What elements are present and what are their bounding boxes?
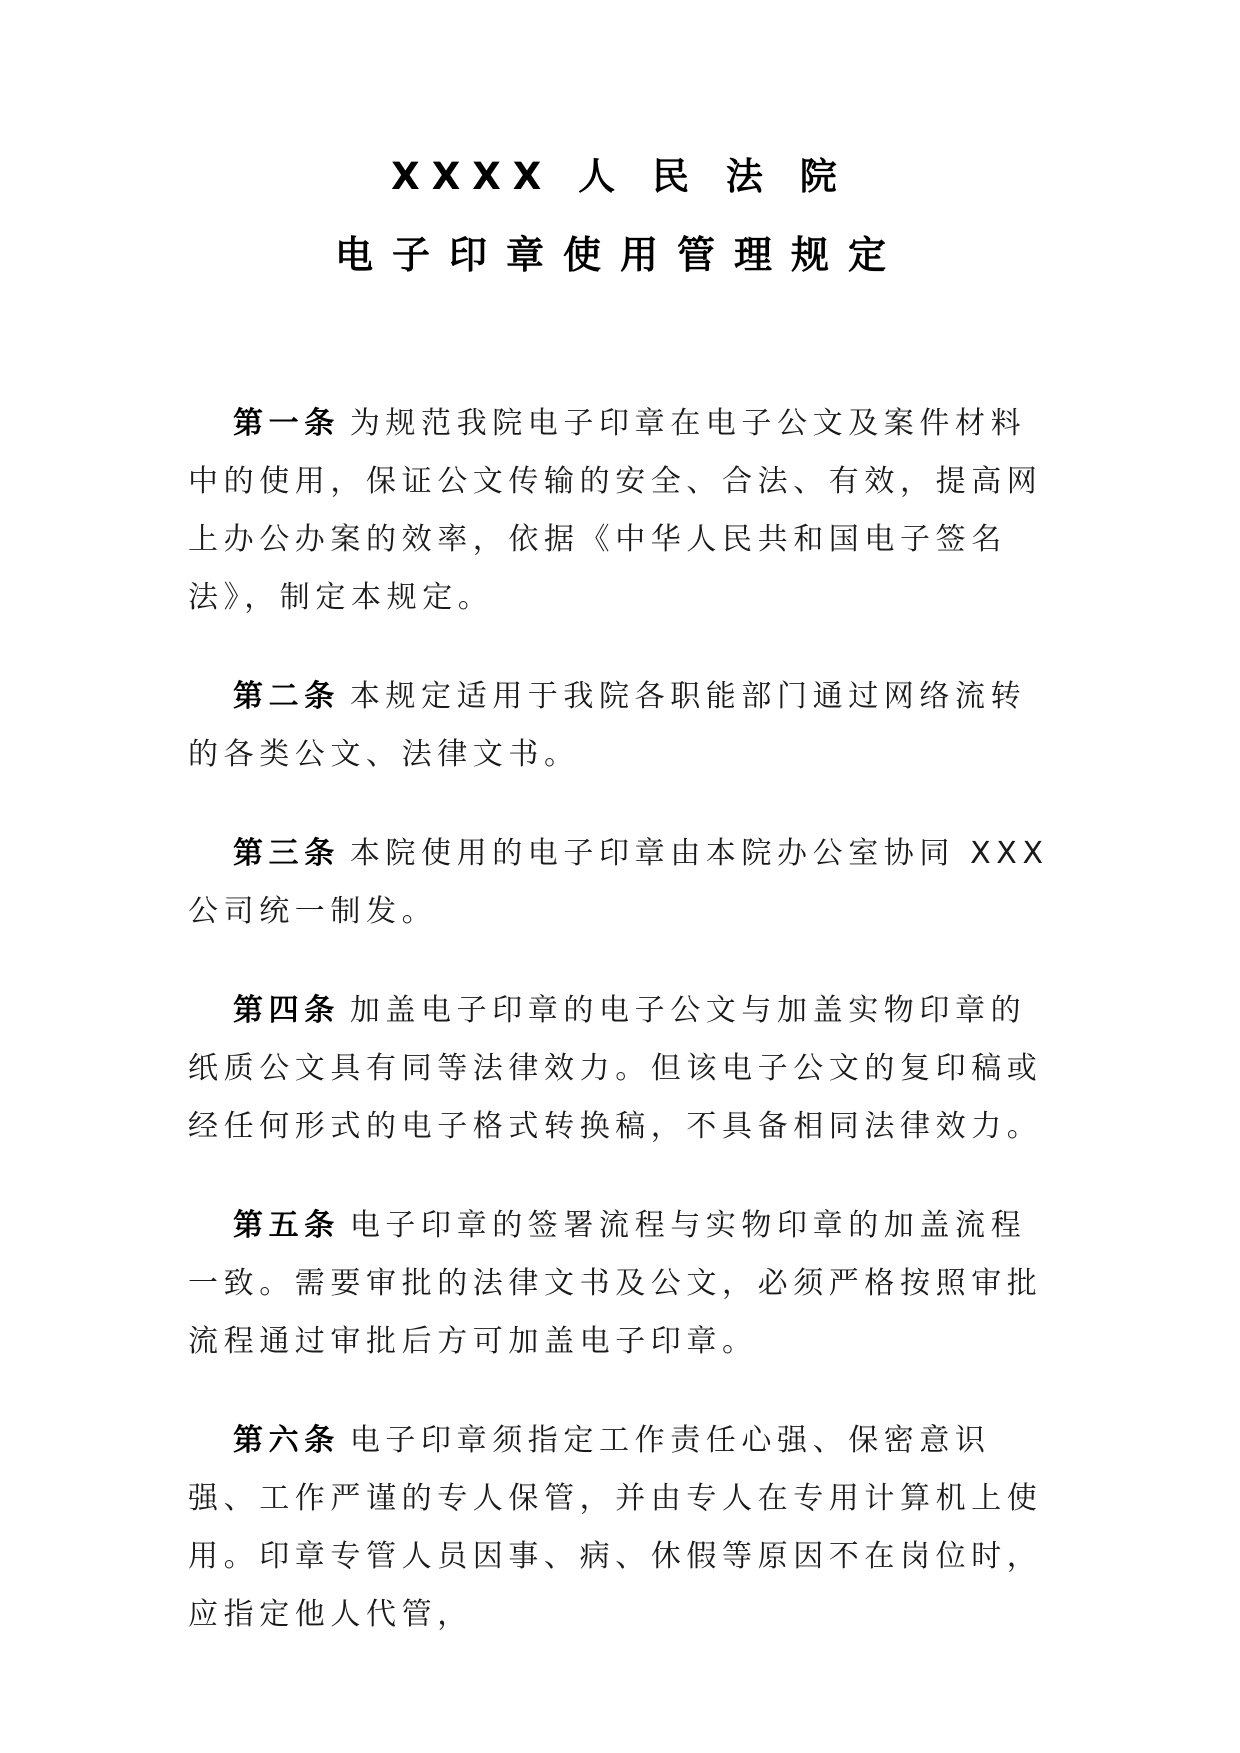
article-label: 第五条: [233, 1208, 340, 1243]
article-label: 第六条: [233, 1423, 340, 1458]
article-label: 第三条: [233, 836, 340, 871]
article-text: 为规范我院电子印章在电子公文及案件材料中的使用，保证公文传输的安全、合法、有效，提高网上办公办案的效率，依据《中华人民共和国电子签名法》，制定本规定。: [188, 406, 1043, 615]
article-4: [188, 982, 1058, 1156]
article-text: 加盖电子印章的电子公文与加盖实物印章的纸质公文具有同等法律效力。但该电子公文的复印稿或经任何形式的电子格式转换稿，不具备相同法律效力。: [188, 993, 1043, 1144]
article-2: [188, 668, 1058, 784]
article-text: 电子印章须指定工作责任心强、保密意识强、工作严谨的专人保管，并由专人在专用计算机上使用。印章专管人员因事、病、休假等原因不在岗位时，应指定他人代管，: [188, 1423, 1043, 1632]
article-label: 第四条: [233, 993, 340, 1028]
document-body: [188, 395, 1058, 1685]
article-label: 第二条: [233, 679, 340, 714]
article-5: [188, 1197, 1058, 1371]
article-label: 第一条: [233, 406, 340, 441]
article-3: [188, 825, 1058, 941]
article-1: [188, 395, 1058, 627]
article-text: 电子印章的签署流程与实物印章的加盖流程一致。需要审批的法律文书及公文，必须严格按照审批流程通过审批后方可加盖电子印章。: [188, 1208, 1043, 1359]
article-text: 本院使用的电子印章由本院办公室协同 XXX 公司统一制发。: [188, 836, 1049, 929]
article-6: [188, 1412, 1058, 1644]
court-name-title: XXXX 人 民 法 院: [391, 155, 849, 198]
article-text: 本规定适用于我院各职能部门通过网络流转的各类公文、法律文书。: [188, 679, 1027, 772]
regulation-title: 电子印章使用管理规定: [334, 233, 905, 277]
